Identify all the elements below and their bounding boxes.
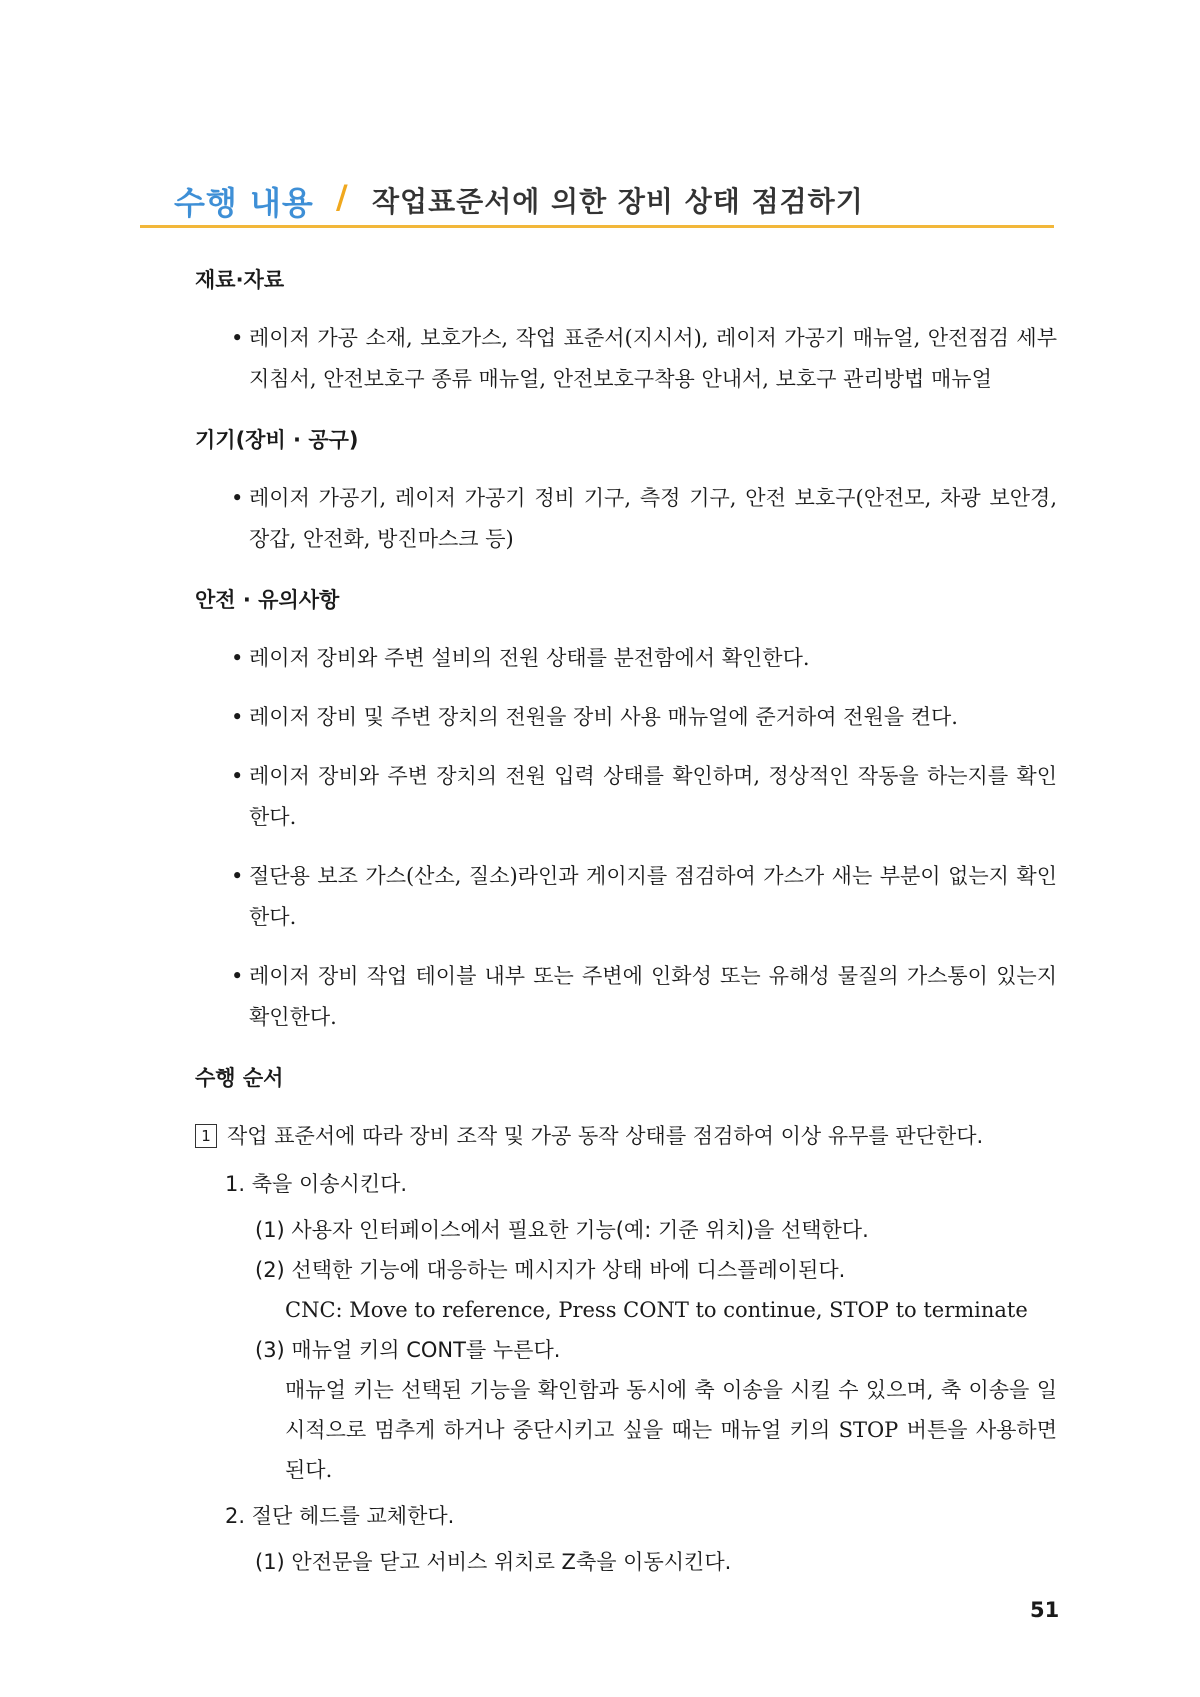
list-item xyxy=(195,478,1057,560)
equipment-title: 기기(장비 · 공구) xyxy=(195,428,359,452)
list-item-text: 레이저 장비 및 주변 장치의 전원을 장비 사용 매뉴얼에 준거하여 전원을 켠다. xyxy=(249,705,958,729)
substep-1: 1. 축을 이송시킨다. xyxy=(225,1172,408,1196)
materials-section xyxy=(195,262,1057,400)
bullet-icon: • xyxy=(231,964,244,988)
list-item xyxy=(195,956,1057,1038)
section-header xyxy=(140,178,1054,230)
bullet-icon: • xyxy=(231,705,244,729)
safety-title: 안전 · 유의사항 xyxy=(195,588,340,612)
safety-list xyxy=(195,638,1057,1038)
list-item xyxy=(195,697,1057,738)
bullet-icon: • xyxy=(231,764,244,788)
materials-title: 재료·자료 xyxy=(195,268,285,292)
list-item xyxy=(195,856,1057,938)
safety-section xyxy=(195,582,1057,1038)
substep-1-1: (1) 사용자 인터페이스에서 필요한 기능(예: 기준 위치)을 선택한다. xyxy=(255,1218,869,1242)
substep-2-1: (1) 안전문을 닫고 서비스 위치로 Z축을 이동시킨다. xyxy=(255,1550,732,1574)
bullet-icon: • xyxy=(231,486,244,510)
header-label: 수행 내용 xyxy=(174,184,314,222)
materials-list xyxy=(195,318,1057,400)
substep-1-2: (2) 선택한 기능에 대응하는 메시지가 상태 바에 디스플레이된다. xyxy=(255,1258,846,1282)
substep-2: 2. 절단 헤드를 교체한다. xyxy=(225,1504,455,1528)
header-divider xyxy=(140,225,1054,228)
list-item xyxy=(195,756,1057,838)
substep-1-3: (3) 매뉴얼 키의 CONT를 누른다. xyxy=(255,1338,561,1362)
step-number-box: 1 xyxy=(195,1124,217,1148)
page-number: 51 xyxy=(1030,1598,1060,1622)
list-item-text: 레이저 장비 작업 테이블 내부 또는 주변에 인화성 또는 유해성 물질의 가스통이 있는지 확인한다. xyxy=(249,964,1057,1029)
list-item-text: 레이저 가공 소재, 보호가스, 작업 표준서(지시서), 레이저 가공기 매뉴얼, 안전점검 세부지침서, 안전보호구 종류 매뉴얼, 안전보호구착용 안내서, 보호구 관리방법 매뉴얼 xyxy=(249,326,1057,391)
list-item-text: 레이저 장비와 주변 설비의 전원 상태를 분전함에서 확인한다. xyxy=(249,646,810,670)
bullet-icon: • xyxy=(231,646,244,670)
procedure-title: 수행 순서 xyxy=(195,1066,284,1090)
list-item xyxy=(195,318,1057,400)
step-1 xyxy=(195,1116,1057,1156)
header-slash: / xyxy=(336,178,348,216)
list-item-text: 레이저 가공기, 레이저 가공기 정비 기구, 측정 기구, 안전 보호구(안전모, 차광 보안경, 장갑, 안전화, 방진마스크 등) xyxy=(249,486,1057,551)
page-title: 작업표준서에 의한 장비 상태 점검하기 xyxy=(372,185,864,218)
bullet-icon: • xyxy=(231,326,244,350)
list-item xyxy=(195,638,1057,679)
list-item-text: 절단용 보조 가스(산소, 질소)라인과 게이지를 점검하여 가스가 새는 부분이 없는지 확인한다. xyxy=(249,864,1057,929)
equipment-section xyxy=(195,422,1057,560)
procedure-section xyxy=(195,1060,1057,1582)
page-content xyxy=(195,262,1057,1582)
substep-1-3-detail: 매뉴얼 키는 선택된 기능을 확인함과 동시에 축 이송을 시킬 수 있으며, 축 이송을 일시적으로 멈추게 하거나 중단시키고 싶을 때는 매뉴얼 키의 STOP 버튼을 사용하면 된다. xyxy=(285,1378,1057,1482)
equipment-list xyxy=(195,478,1057,560)
list-item-text: 레이저 장비와 주변 장치의 전원 입력 상태를 확인하며, 정상적인 작동을 하는지를 확인한다. xyxy=(249,764,1057,829)
substep-1-2-detail: CNC: Move to reference, Press CONT to continue, STOP to terminate xyxy=(285,1298,1028,1322)
bullet-icon: • xyxy=(231,864,244,888)
step-1-text: 작업 표준서에 따라 장비 조작 및 가공 동작 상태를 점검하여 이상 유무를 판단한다. xyxy=(227,1124,984,1148)
